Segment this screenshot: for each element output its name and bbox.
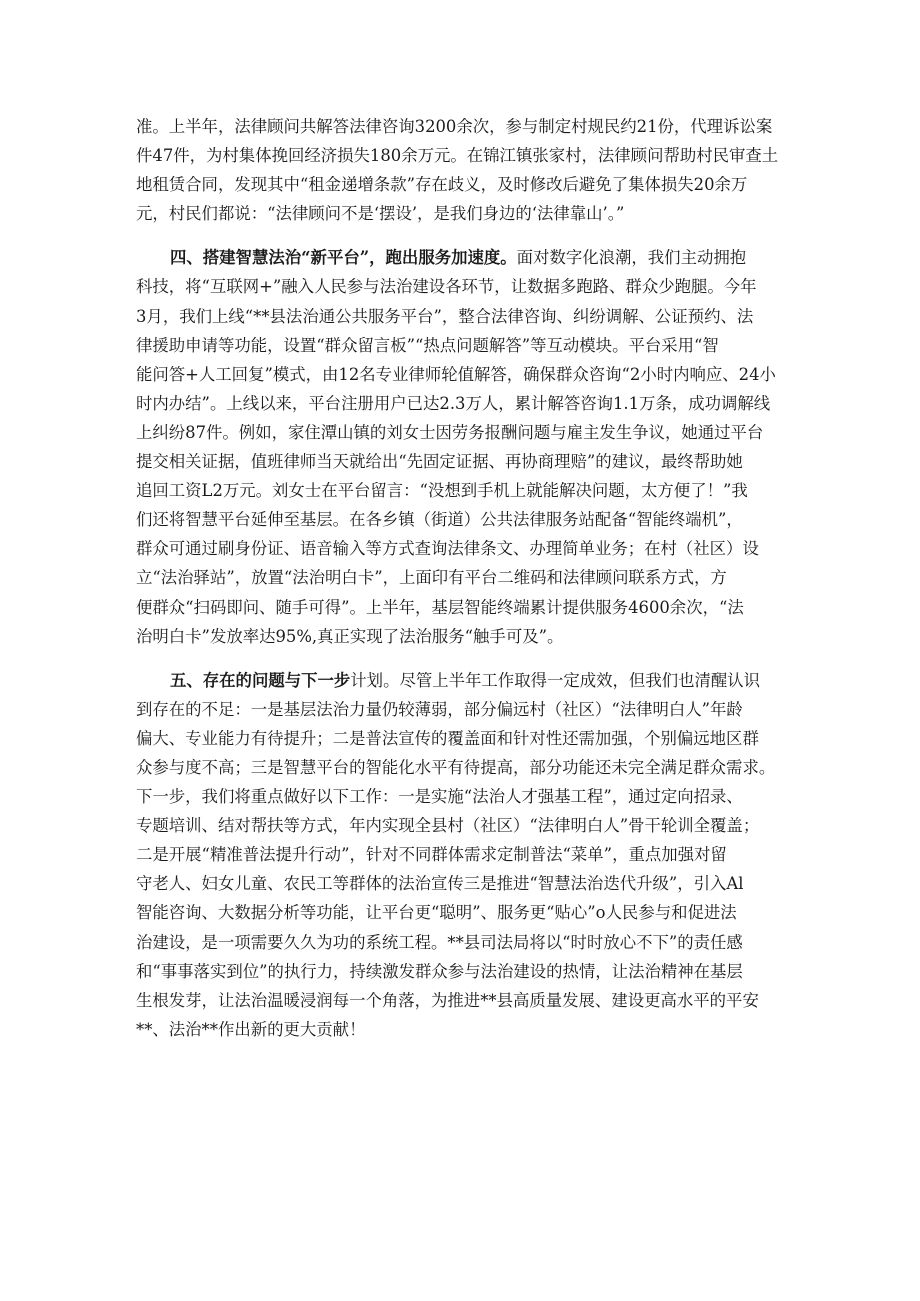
text-line: 专题培训、结对帮扶等方式，年内实现全县村（社区）“法律明白人”骨干轮训全覆盖； (136, 816, 760, 836)
text-line: 元，村民们都说：“法律顾问不是‘摆设’，是我们身边的‘法律靠山’。” (136, 204, 625, 224)
text-line: 时内办结”。上线以来，平台注册用户已达2.3万人，累计解答咨询1.1万条，成功调解线 (136, 393, 771, 413)
text-line: 和“事事落实到位”的执行力，持续激发群众参与法治建设的热情，让法治精神在基层 (136, 961, 743, 981)
text-run: 尽管上半年工作取得一定成效，但我们也清醒认识 (399, 670, 761, 690)
text-line: 科技，将“互联网+”融入人民参与法治建设各环节，让数据多跑路、群众少跑腿。今年 (136, 277, 757, 297)
text-line: 生根发芽，让法治温暖浸润每一个角落，为推进**县高质量发展、建设更高水平的平安 (136, 990, 759, 1010)
text-line: 追回工资L2万元。刘女士在平台留言：“没想到手机上就能解决问题，太方便了！”我 (136, 481, 748, 501)
text-line: 众参与度不高；三是智慧平台的智能化水平有待提高，部分功能还未完全满足群众需求。 (136, 757, 776, 777)
text-line: 群众可通过刷身份证、语音输入等方式查询法律条文、办理简单业务；在村（社区）设 (136, 539, 759, 559)
text-line: 治建设，是一项需要久久为功的系统工程。**县司法局将以“时时放心不下”的责任感 (136, 932, 743, 952)
text-line: 3月，我们上线“**县法治通公共服务平台”，整合法律咨询、纠纷调解、公证预约、法 (136, 306, 754, 326)
text-line: **、法治**作出新的更大贡献！ (136, 1019, 366, 1039)
text-line: 便群众“扫码即问、随手可得”。上半年，基层智能终端累计提供服务4600余次，“法 (136, 597, 744, 617)
text-line: 下一步，我们将重点做好以下工作：一是实施“法治人才强基工程”，通过定向招录、 (136, 787, 743, 807)
text-line: 能问答+人工回复”模式，由12名专业律师轮值解答，确保群众咨询“2小时内响应、24小 (136, 364, 776, 384)
paragraph-problems-next-steps (136, 666, 786, 1044)
text-line: 地租赁合同，发现其中“租金递增条款”存在歧义，及时修改后避免了集体损失20余万 (136, 175, 748, 195)
text-line: 件47件，为村集体挽回经济损失180余万元。在锦江镇张家村，法律顾问帮助村民审查土 (136, 146, 779, 166)
text-line: 偏大、专业能力有待提升；二是普法宣传的覆盖面和针对性还需加强，个别偏远地区群 (136, 728, 759, 748)
text-line (136, 243, 786, 272)
text-line: 律援助申请等功能，设置“群众留言板”“热点问题解答”等互动模块。平台采用“智 (136, 335, 719, 355)
section-heading-five: 五、存在的问题与下一步 (170, 670, 351, 690)
text-run: 面对数字化浪潮，我们主动拥抱 (516, 248, 747, 268)
text-line: 治明白卡”发放率达95%,真正实现了法治服务“触手可及”。 (136, 626, 564, 646)
text-line (136, 666, 786, 695)
section-heading-four: 四、搭建智慧法治“新平台”，跑出服务加速度。 (170, 248, 517, 268)
text-line: 智能咨询、大数据分析等功能，让平台更“聪明”、服务更“贴心”o人民参与和促进法 (136, 903, 737, 923)
text-line: 二是开展“精准普法提升行动”，针对不同群体需求定制普法“菜单”，重点加强对留 (136, 845, 727, 865)
text-line: 守老人、妇女儿童、农民工等群体的法治宣传三是推进“智慧法治迭代升级”，引入Al (136, 874, 744, 894)
document-page (136, 112, 786, 1044)
text-line: 到存在的不足：一是基层法治力量仍较薄弱，部分偏远村（社区）“法律明白人”年龄 (136, 699, 743, 719)
text-line: 上纠纷87件。例如，家住潭山镇的刘女士因劳务报酬问题与雇主发生争议，她通过平台 (136, 422, 764, 442)
paragraph-legal-advisor-results (136, 112, 786, 228)
heading-tail: 计划。 (350, 670, 400, 690)
text-line: 提交相关证据，值班律师当天就给出“先固定证据、再协商理赔”的建议，最终帮助她 (136, 452, 743, 472)
text-line: 们还将智慧平台延伸至基层。在各乡镇（街道）公共法律服务站配备“智能终端机”， (136, 510, 743, 530)
text-line: 准。上半年，法律顾问共解答法律咨询3200余次，参与制定村规民约21份，代理诉讼案 (136, 117, 773, 136)
paragraph-smart-platform (136, 243, 786, 650)
text-line: 立“法治驿站”，放置“法治明白卡”，上面印有平台二维码和法律顾问联系方式，方 (136, 568, 727, 588)
